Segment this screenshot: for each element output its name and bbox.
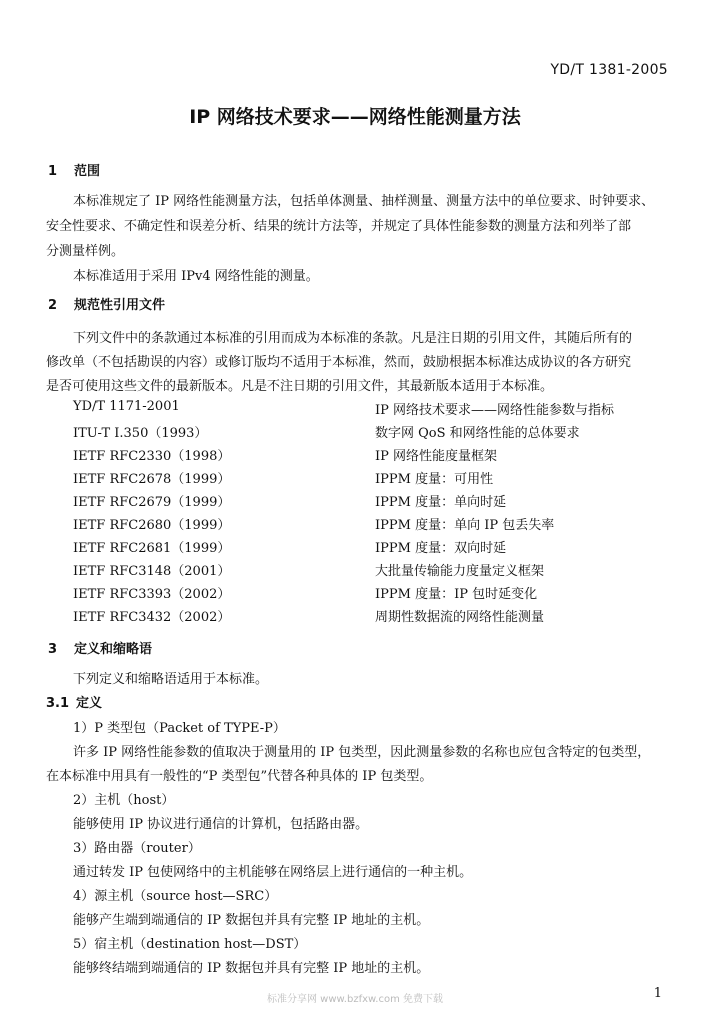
reference-title: 周期性数据流的网络性能测量	[375, 610, 545, 625]
section-1-para-line: 分测量样例。	[46, 244, 125, 259]
reference-title: IP 网络技术要求——网络性能参数与指标	[375, 403, 615, 418]
definition-desc-line: 能够产生端到端通信的 IP 数据包并具有完整 IP 地址的主机。	[73, 913, 430, 928]
reference-code: IETF RFC2680（1999）	[73, 518, 231, 533]
section-1-title: 范围	[74, 164, 101, 179]
definition-term: 4）源主机（source host—SRC）	[73, 889, 278, 904]
reference-code: ITU-T I.350（1993）	[73, 426, 208, 441]
section-2-title: 规范性引用文件	[74, 298, 166, 313]
reference-code: IETF RFC3148（2001）	[73, 564, 231, 579]
reference-title: IPPM 度量：单向时延	[375, 495, 507, 510]
definition-term: 5）宿主机（destination host—DST）	[73, 937, 307, 952]
section-1-heading	[48, 160, 100, 179]
definition-desc-line: 许多 IP 网络性能参数的值取决于测量用的 IP 包类型，因此测量参数的名称也应包含特定的包类型，	[73, 745, 651, 760]
reference-title: IPPM 度量：双向时延	[375, 541, 507, 556]
document-title: IP 网络技术要求——网络性能测量方法	[189, 106, 521, 128]
reference-title: IP 网络性能度量框架	[375, 449, 498, 464]
reference-code: YD/T 1171-2001	[73, 399, 180, 414]
section-1-scope-line: 本标准适用于采用 IPv4 网络性能的测量。	[73, 269, 319, 284]
section-2-heading	[48, 294, 165, 313]
section-1-para-line: 安全性要求、不确定性和误差分析、结果的统计方法等，并规定了具体性能参数的测量方法和列举了部	[46, 219, 632, 234]
section-3-intro: 下列定义和缩略语适用于本标准。	[73, 672, 269, 687]
reference-title: IPPM 度量：单向 IP 包丢失率	[375, 518, 555, 533]
subsection-3-1-number: 3.1	[46, 696, 70, 711]
watermark-footer: 标准分享网 www.bzfxw.com 免费下载	[267, 994, 443, 1005]
definition-desc-line: 在本标准中用具有一般性的“P 类型包”代替各种具体的 IP 包类型。	[46, 769, 433, 784]
definition-desc-line: 通过转发 IP 包使网络中的主机能够在网络层上进行通信的一种主机。	[73, 865, 473, 880]
reference-title: 大批量传输能力度量定义框架	[375, 564, 545, 579]
reference-code: IETF RFC3393（2002）	[73, 587, 231, 602]
reference-code: IETF RFC2330（1998）	[73, 449, 231, 464]
reference-code: IETF RFC2679（1999）	[73, 495, 231, 510]
page-number: 1	[653, 986, 662, 1001]
section-2-number: 2	[48, 298, 58, 313]
reference-title: IPPM 度量：IP 包时延变化	[375, 587, 538, 602]
section-3-heading	[48, 638, 152, 657]
section-1-number: 1	[48, 164, 58, 179]
section-2-para-line: 修改单（不包括勘误的内容）或修订版均不适用于本标准，然而，鼓励根据本标准达成协议的各方研究	[46, 355, 632, 370]
subsection-3-1-title: 定义	[76, 696, 103, 711]
reference-title: 数字网 QoS 和网络性能的总体要求	[375, 426, 580, 441]
reference-code: IETF RFC3432（2002）	[73, 610, 231, 625]
reference-code: IETF RFC2681（1999）	[73, 541, 231, 556]
section-1-para-line: 本标准规定了 IP 网络性能测量方法，包括单体测量、抽样测量、测量方法中的单位要求、时钟要求、	[73, 194, 655, 209]
definition-term: 2）主机（host）	[73, 793, 175, 808]
reference-title: IPPM 度量：可用性	[375, 472, 494, 487]
definition-desc-line: 能够使用 IP 协议进行通信的计算机，包括路由器。	[73, 817, 369, 832]
section-3-title: 定义和缩略语	[74, 642, 153, 657]
definition-term: 1）P 类型包（Packet of TYPE-P）	[73, 721, 286, 736]
definition-term: 3）路由器（router）	[73, 841, 201, 856]
section-3-number: 3	[48, 642, 58, 657]
standard-code: YD/T 1381-2005	[550, 62, 668, 78]
definition-desc-line: 能够终结端到端通信的 IP 数据包并具有完整 IP 地址的主机。	[73, 961, 430, 976]
section-2-para-line: 下列文件中的条款通过本标准的引用而成为本标准的条款。凡是注日期的引用文件，其随后所有的	[73, 331, 633, 346]
section-2-para-line: 是否可使用这些文件的最新版本。凡是不注日期的引用文件，其最新版本适用于本标准。	[46, 379, 554, 394]
subsection-3-1-heading	[46, 692, 102, 711]
reference-code: IETF RFC2678（1999）	[73, 472, 231, 487]
